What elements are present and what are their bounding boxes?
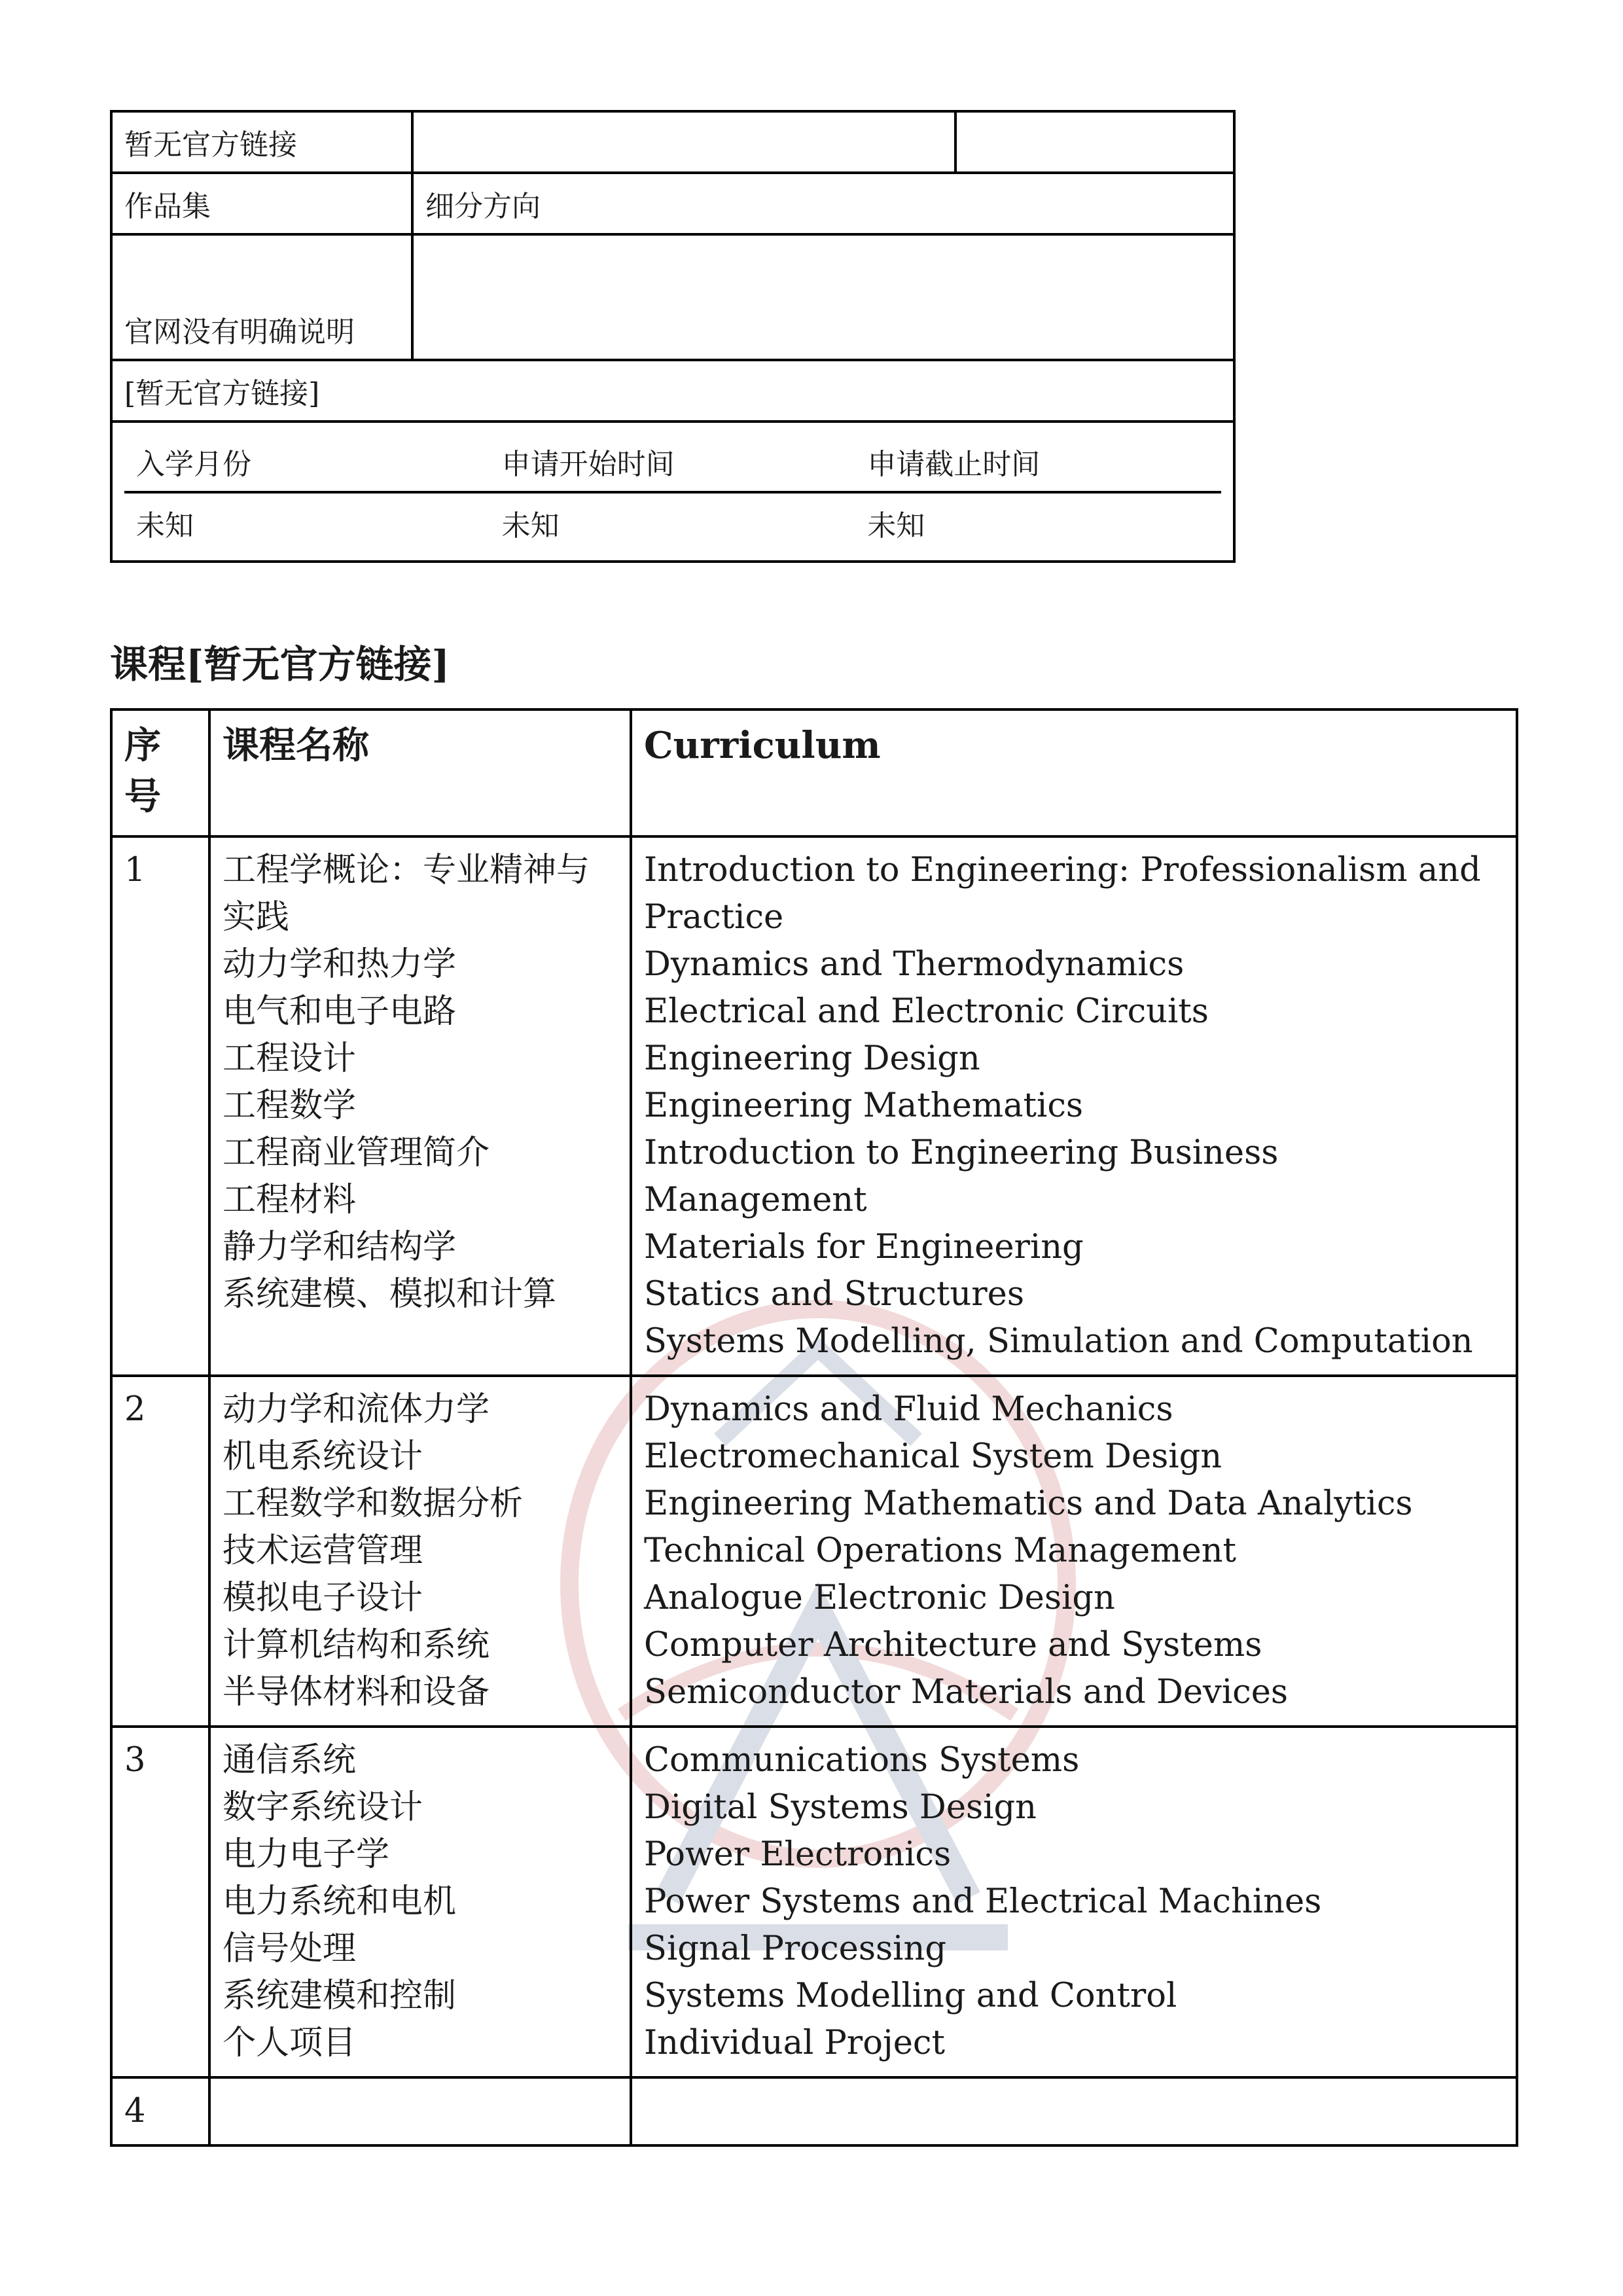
english-course-list — [631, 1376, 1517, 1727]
course-name: 电力电子学 — [223, 1835, 390, 1874]
courses-section-title: 课程[暂无官方链接] — [110, 642, 450, 687]
course-name: Semiconductor Materials and Devices — [644, 1673, 1289, 1712]
course-name: 通信系统 — [223, 1741, 357, 1780]
course-name: 机电系统设计 — [223, 1437, 423, 1476]
link-bracket-note: [暂无官方链接] — [111, 360, 1234, 422]
course-name: Systems Modelling, Simulation and Computation — [644, 1322, 1473, 1361]
chinese-course-list — [209, 2077, 631, 2145]
course-name: Engineering Mathematics — [644, 1086, 1084, 1125]
empty-cell — [412, 111, 955, 173]
application-deadline-header: 申请截止时间 — [855, 432, 1221, 492]
course-name: Introduction to Engineering Business Management — [644, 1134, 1279, 1219]
course-name: Signal Processing — [644, 1929, 946, 1968]
table-row — [111, 1376, 1517, 1727]
course-name: 数字系统设计 — [223, 1788, 423, 1827]
course-name: Systems Modelling and Control — [644, 1977, 1177, 2015]
course-name: 工程设计 — [223, 1039, 357, 1078]
year-number: 4 — [111, 2077, 209, 2145]
year-number: 3 — [111, 1727, 209, 2077]
course-name: 工程数学和数据分析 — [223, 1484, 524, 1523]
chinese-course-list — [209, 836, 631, 1376]
application-deadline-value: 未知 — [867, 509, 925, 543]
course-name: Dynamics and Fluid Mechanics — [644, 1390, 1173, 1429]
course-name: Power Electronics — [644, 1835, 952, 1874]
course-name: 信号处理 — [223, 1929, 357, 1968]
course-name: Materials for Engineering — [644, 1228, 1084, 1266]
chinese-course-list — [209, 1376, 631, 1727]
year-number: 2 — [111, 1376, 209, 1727]
course-name: 动力学和流体力学 — [223, 1390, 490, 1429]
dates-table — [124, 432, 1221, 552]
enrollment-month-value: 未知 — [136, 509, 194, 543]
course-name: 半导体材料和设备 — [223, 1673, 490, 1712]
course-name: Digital Systems Design — [644, 1788, 1037, 1827]
course-name: Individual Project — [644, 2024, 945, 2062]
application-start-header: 申请开始时间 — [490, 432, 856, 492]
course-name: 电气和电子电路 — [223, 992, 457, 1031]
courses-table — [110, 708, 1518, 2147]
chinese-course-list — [209, 1727, 631, 2077]
course-name: 计算机结构和系统 — [223, 1626, 490, 1664]
no-clear-note: 官网没有明确说明 — [111, 234, 412, 360]
course-name: Electromechanical System Design — [644, 1437, 1222, 1476]
link-note-cell: 暂无官方链接 — [111, 111, 412, 173]
portfolio-label: 作品集 — [111, 173, 412, 234]
dates-cell — [111, 422, 1234, 562]
english-course-list — [631, 2077, 1517, 2145]
course-name: Technical Operations Management — [644, 1532, 1237, 1570]
seq-header: 序号 — [111, 709, 209, 836]
english-course-list — [631, 1727, 1517, 2077]
course-name: 电力系统和电机 — [223, 1882, 457, 1921]
year-number: 1 — [111, 836, 209, 1376]
course-name: 工程学概论：专业精神与实践 — [223, 851, 590, 937]
table-row — [111, 1727, 1517, 2077]
curriculum-header: Curriculum — [631, 709, 1517, 836]
course-name: Power Systems and Electrical Machines — [644, 1882, 1322, 1921]
english-course-list — [631, 836, 1517, 1376]
course-name: 静力学和结构学 — [223, 1228, 457, 1266]
course-name: Analogue Electronic Design — [644, 1579, 1115, 1617]
empty-cell — [955, 111, 1234, 173]
table-row — [111, 2077, 1517, 2145]
enrollment-month-header: 入学月份 — [124, 432, 490, 492]
table-row — [111, 836, 1517, 1376]
chinese-name-header: 课程名称 — [209, 709, 631, 836]
program-info-table — [110, 110, 1236, 563]
course-name: 技术运营管理 — [223, 1532, 423, 1570]
course-name: 系统建模、模拟和计算 — [223, 1275, 557, 1314]
course-name: Statics and Structures — [644, 1275, 1024, 1314]
application-start-value: 未知 — [501, 509, 560, 543]
course-name: Computer Architecture and Systems — [644, 1626, 1262, 1664]
course-name: Communications Systems — [644, 1741, 1080, 1780]
course-name: 工程商业管理简介 — [223, 1134, 490, 1172]
course-name: Dynamics and Thermodynamics — [644, 945, 1185, 984]
course-name: 系统建模和控制 — [223, 1977, 457, 2015]
course-name: 个人项目 — [223, 2024, 357, 2062]
course-name: Engineering Mathematics and Data Analytics — [644, 1484, 1413, 1523]
empty-cell — [412, 234, 1234, 360]
subdivision-label: 细分方向 — [412, 173, 1234, 234]
course-name: 模拟电子设计 — [223, 1579, 423, 1617]
course-name: Engineering Design — [644, 1039, 980, 1078]
course-name: 工程数学 — [223, 1086, 357, 1125]
course-name: 工程材料 — [223, 1181, 357, 1219]
course-name: Introduction to Engineering: Professionalism and Practice — [644, 851, 1481, 937]
course-name: 动力学和热力学 — [223, 945, 457, 984]
course-name: Electrical and Electronic Circuits — [644, 992, 1209, 1031]
